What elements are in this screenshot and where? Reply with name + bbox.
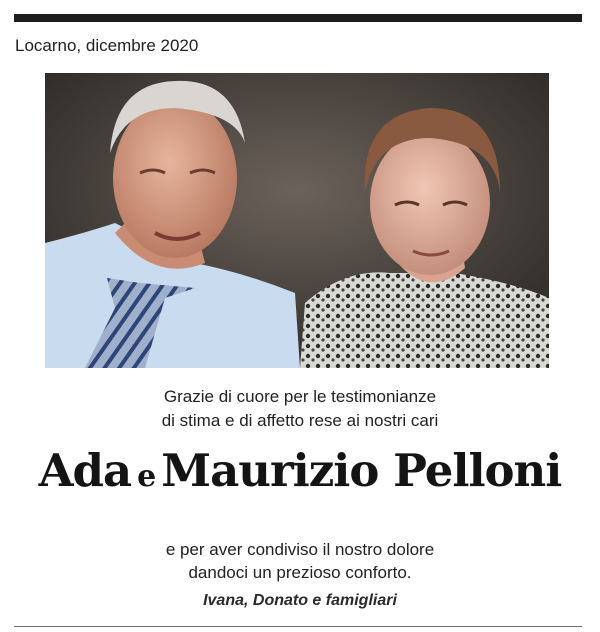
top-rule: [14, 14, 582, 22]
bottom-rule: [14, 626, 582, 627]
signature: Ivana, Donato e famigliari: [203, 592, 397, 609]
name-first: Ada: [38, 444, 132, 497]
deceased-names: [0, 444, 600, 497]
thanks-line-1: Grazie di cuore per le testimonianze: [163, 387, 437, 406]
message-line-1: e per aver condiviso il nostro dolore: [165, 540, 435, 559]
name-second: Maurizio Pelloni: [161, 444, 562, 497]
place-date: Locarno, dicembre 2020: [15, 36, 199, 55]
thanks-line-2: di stima e di affetto rese ai nostri cari: [161, 411, 439, 430]
message-line-2: dandoci un prezioso conforto.: [188, 563, 412, 582]
name-conjunction: e: [137, 459, 156, 494]
couple-photo: [45, 73, 549, 368]
